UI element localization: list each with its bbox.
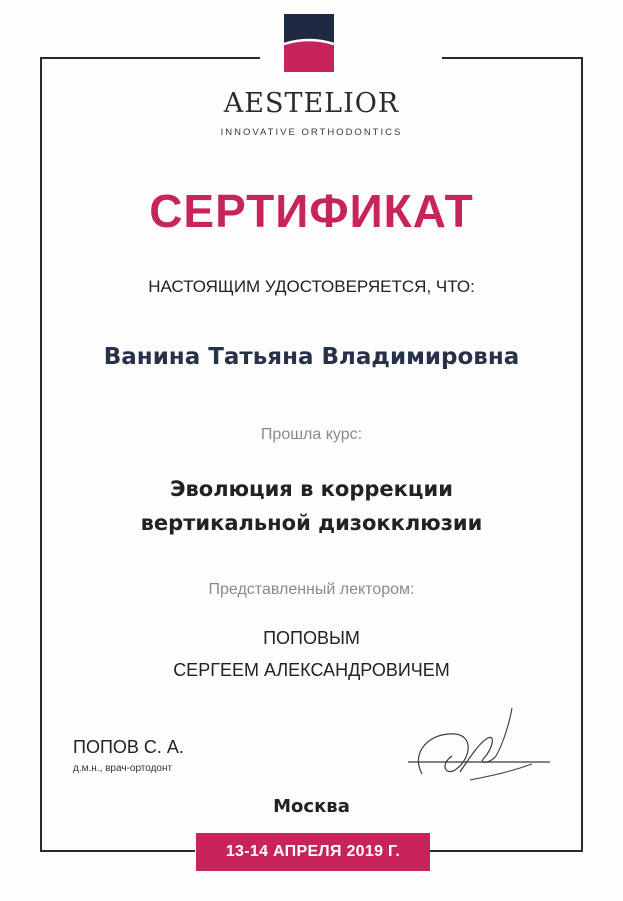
- event-city: Москва: [273, 796, 350, 817]
- certify-statement: НАСТОЯЩИМ УДОСТОВЕРЯЕТСЯ, ЧТО:: [148, 277, 475, 296]
- frame-bottom-right-line: [430, 850, 583, 852]
- frame-bottom-left-line: [40, 850, 195, 852]
- signer-title: д.м.н., врач-ортодонт: [73, 763, 173, 774]
- frame-top-right-line: [442, 57, 583, 59]
- lecturer-name-line-1: ПОПОВЫМ: [263, 628, 360, 648]
- aestelior-logo-icon: [284, 14, 334, 72]
- recipient-name: Ванина Татьяна Владимировна: [103, 344, 520, 370]
- lecturer-name-line-2: СЕРГЕЕМ АЛЕКСАНДРОВИЧЕМ: [173, 660, 450, 680]
- frame-left-line: [40, 57, 42, 852]
- event-date-badge: 13-14 АПРЕЛЯ 2019 Г.: [196, 833, 430, 871]
- lecturer-label: Представленный лектором:: [208, 581, 415, 598]
- handwritten-signature-icon: [400, 702, 560, 792]
- certificate-title: СЕРТИФИКАТ: [149, 185, 474, 237]
- brand-name: AESTELIOR: [223, 88, 400, 119]
- signer-name: ПОПОВ С. А.: [73, 737, 184, 757]
- course-label: Прошла курс:: [260, 426, 363, 443]
- brand-tagline: INNOVATIVE ORTHODONTICS: [220, 127, 403, 138]
- frame-right-line: [581, 57, 583, 852]
- frame-top-left-line: [40, 57, 260, 59]
- course-title-line-2: вертикальной дизокклюзии: [140, 511, 483, 535]
- course-title-line-1: Эволюция в коррекции: [170, 477, 453, 501]
